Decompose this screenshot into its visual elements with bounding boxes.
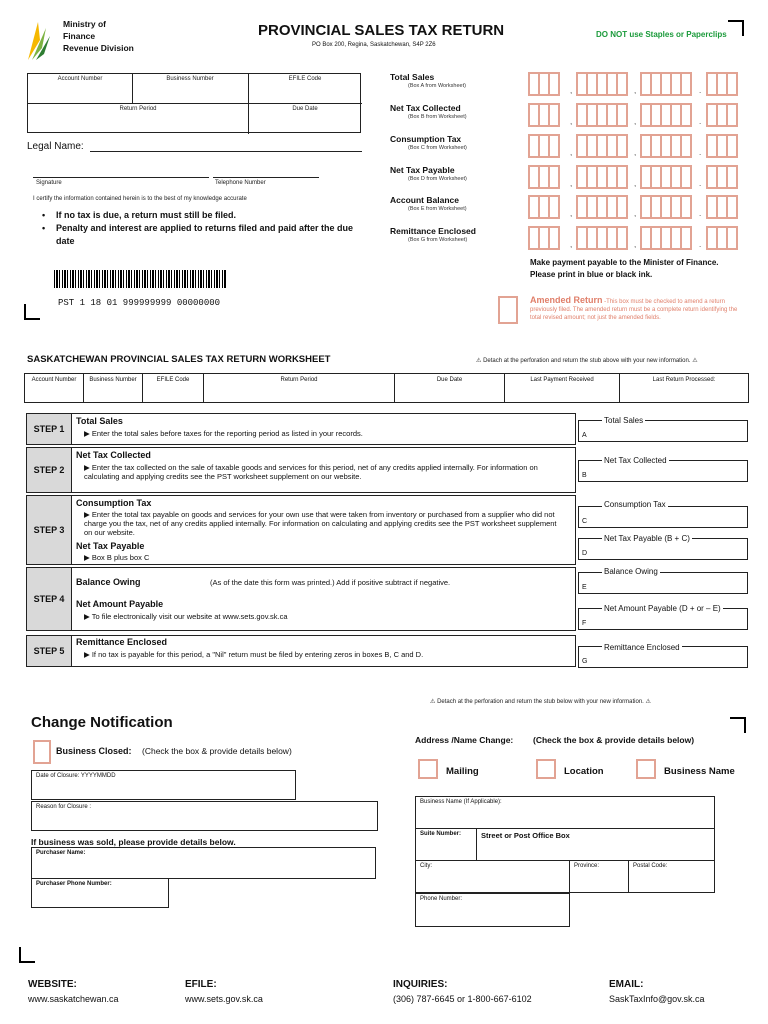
alignment-corner-top-right — [730, 717, 746, 733]
digit-cell[interactable] — [726, 226, 738, 250]
return-period-field[interactable]: Return Period — [119, 106, 157, 112]
ws-last-return[interactable] — [619, 373, 749, 403]
postal-code-field[interactable] — [628, 860, 715, 893]
remittance-enclosed-label: Remittance Enclosed — [390, 226, 476, 236]
ws-account-number[interactable] — [24, 373, 84, 403]
warning-icon: ⚠ — [645, 699, 651, 705]
alignment-corner-bottom-left — [19, 947, 35, 963]
digit-group — [640, 72, 690, 96]
purchaser-phone-field[interactable] — [31, 878, 169, 908]
alignment-corner-bottom-left — [24, 304, 40, 320]
result-box-c[interactable] — [578, 506, 748, 528]
suite-number-field[interactable] — [415, 828, 477, 861]
digit-group — [706, 165, 736, 189]
field-label: Street or Post Office Box — [481, 831, 570, 840]
digit-cell[interactable] — [726, 103, 738, 127]
step-1-title: Total Sales — [76, 416, 123, 426]
result-letter: D — [582, 550, 588, 557]
ws-header-label: EFILE Code — [156, 377, 190, 383]
worksheet-title: SASKATCHEWAN PROVINCIAL SALES TAX RETURN WORKSHEET — [27, 354, 331, 365]
field-label: City: — [420, 863, 432, 869]
consumption-tax-sub: (Box C from Worksheet) — [408, 145, 467, 151]
digit-group — [576, 226, 626, 250]
digit-group — [640, 165, 690, 189]
digit-cell[interactable] — [726, 165, 738, 189]
footer-inquiries-phone: (306) 787-6645 or 1-800-667-6102 — [393, 994, 532, 1004]
result-title-d: Net Tax Payable (B + C) — [604, 534, 690, 543]
digit-separator: . — [699, 86, 702, 95]
digit-cell[interactable] — [680, 165, 692, 189]
digit-cell[interactable] — [616, 134, 628, 158]
telephone-line[interactable] — [213, 177, 319, 178]
amended-return-description: -This box must be checked to amend a return previously filed. The amended return must be a complete return identifying the total revised amount; not just the amended fields. — [530, 299, 738, 321]
saskatchewan-logo — [24, 20, 52, 62]
digit-group — [576, 134, 626, 158]
digit-separator: , — [634, 148, 637, 157]
ws-return-period[interactable] — [203, 373, 395, 403]
ws-last-payment[interactable] — [504, 373, 620, 403]
result-letter: A — [582, 432, 587, 439]
signature-label: Signature — [36, 180, 62, 186]
result-title-f: Net Amount Payable (D + or – E) — [604, 604, 721, 613]
step-4-badge: STEP 4 — [26, 567, 72, 631]
footer-email-link[interactable]: SaskTaxInfo@gov.sk.ca — [609, 994, 705, 1004]
digit-group — [706, 72, 736, 96]
digit-group — [640, 226, 690, 250]
net-tax-payable-label: Net Tax Payable — [390, 165, 455, 175]
result-title-e: Balance Owing — [604, 567, 658, 576]
digit-separator: , — [570, 86, 573, 95]
ws-header-label: Last Return Processed: — [652, 377, 716, 383]
digit-cell[interactable] — [548, 165, 560, 189]
digit-cell[interactable] — [548, 103, 560, 127]
digit-separator: , — [570, 117, 573, 126]
digit-cell[interactable] — [548, 134, 560, 158]
digit-cell[interactable] — [680, 195, 692, 219]
bullet-item: • If no tax is due, a return must still be filed. — [42, 210, 237, 220]
worksheet-detach-text: Detach at the perforation and return the stub above with your new information. — [483, 358, 691, 364]
digit-separator: , — [570, 179, 573, 188]
result-letter: E — [582, 584, 587, 591]
amount-input-row[interactable] — [528, 72, 748, 96]
warning-icon: ⚠ — [692, 358, 698, 364]
step-1-text: ▶ Enter the total sales before taxes for the reporting period as listed in your records. — [84, 429, 363, 438]
barcode — [54, 270, 226, 288]
footer-efile-label: EFILE: — [185, 979, 217, 990]
ws-business-number[interactable] — [83, 373, 143, 403]
step-2-title: Net Tax Collected — [76, 450, 151, 460]
bullet-item: • Penalty and interest are applied to returns filed and paid after the due date — [42, 223, 354, 246]
digit-separator: . — [699, 179, 702, 188]
due-date-field[interactable]: Due Date — [292, 106, 318, 112]
ws-header-label: Business Number — [89, 377, 137, 383]
amended-return-title: Amended Return — [530, 295, 603, 305]
certify-text: I certify the information contained herein is to the best of my knowledge accurate — [33, 196, 247, 202]
field-label: Business Name (If Applicable): — [420, 799, 502, 805]
account-balance-label: Account Balance — [390, 195, 459, 205]
digit-group — [706, 134, 736, 158]
field-label: Reason for Closure : — [36, 804, 92, 810]
digit-cell[interactable] — [726, 195, 738, 219]
barcode-line: PST 1 18 01 999999999 00000000 — [58, 298, 221, 308]
digit-cell[interactable] — [680, 103, 692, 127]
change-detach-text: Detach at the perforation and return the stub below with your new information. — [437, 699, 644, 705]
step-3-subtext: ▶ Box B plus box C — [84, 553, 150, 562]
digit-cell[interactable] — [726, 72, 738, 96]
digit-separator: , — [634, 117, 637, 126]
footer-website-link[interactable]: www.saskatchewan.ca — [28, 994, 119, 1004]
ministry-line-1: Ministry of — [63, 19, 106, 29]
step-2-badge: STEP 2 — [26, 447, 72, 493]
digit-group — [640, 103, 690, 127]
digit-separator: , — [634, 240, 637, 249]
account-number-field[interactable]: Account Number — [57, 76, 103, 82]
result-title-a: Total Sales — [604, 416, 644, 425]
step-4-aside: (As of the date this form was printed.) Add if positive subtract if negative. — [210, 578, 451, 587]
alignment-corner-top-right — [728, 20, 744, 36]
step-1-badge: STEP 1 — [26, 413, 72, 445]
digit-group — [706, 195, 736, 219]
digit-separator: , — [570, 148, 573, 157]
business-closed-checkbox[interactable] — [33, 740, 51, 764]
amount-input-row[interactable] — [528, 165, 748, 189]
address-change-note: (Check the box & provide details below) — [533, 735, 695, 745]
digit-cell[interactable] — [548, 226, 560, 250]
footer-efile-link[interactable]: www.sets.gov.sk.ca — [185, 994, 263, 1004]
ws-due-date[interactable] — [394, 373, 505, 403]
field-label: Purchaser Name: — [36, 850, 86, 856]
digit-group — [528, 165, 558, 189]
efile-code-field[interactable]: EFILE Code — [288, 76, 322, 82]
sold-note: If business was sold, please provide details below. — [31, 837, 236, 847]
digit-group — [528, 226, 558, 250]
digit-group — [640, 195, 690, 219]
digit-group — [576, 165, 626, 189]
amount-input-row[interactable] — [528, 134, 748, 158]
step-3-badge: STEP 3 — [26, 495, 72, 565]
purchaser-name-field[interactable] — [31, 847, 376, 879]
legal-name-input[interactable] — [90, 151, 362, 152]
ministry-address: PO Box 200, Regina, Saskatchewan, S4P 2Z6 — [312, 42, 436, 48]
digit-cell[interactable] — [616, 226, 628, 250]
digit-group — [706, 103, 736, 127]
digit-cell[interactable] — [680, 226, 692, 250]
digit-cell[interactable] — [616, 72, 628, 96]
business-closed-label: Business Closed: — [56, 746, 132, 756]
result-letter: F — [582, 620, 587, 627]
remittance-enclosed-sub: (Box G from Worksheet) — [408, 237, 468, 243]
ministry-line-3: Revenue Division — [63, 43, 134, 53]
digit-group — [528, 72, 558, 96]
digit-separator: , — [634, 209, 637, 218]
province-field[interactable] — [569, 860, 629, 893]
address-change-label: Address /Name Change: — [415, 735, 514, 745]
telephone-label: Telephone Number — [215, 180, 266, 186]
payment-note-2: Please print in blue or black ink. — [530, 270, 653, 279]
payment-note — [530, 257, 719, 281]
digit-cell[interactable] — [680, 72, 692, 96]
step-4-subtitle: Net Amount Payable — [76, 599, 164, 609]
digit-separator: , — [634, 86, 637, 95]
business-closed-note: (Check the box & provide details below) — [142, 746, 292, 756]
total-sales-label: Total Sales — [390, 72, 435, 82]
digit-cell[interactable] — [616, 195, 628, 219]
digit-separator: , — [570, 209, 573, 218]
page-title: PROVINCIAL SALES TAX RETURN — [258, 22, 505, 39]
digit-separator: . — [699, 148, 702, 157]
mailing-label: Mailing — [446, 766, 479, 777]
digit-separator: , — [634, 179, 637, 188]
ws-header-label: Account Number — [31, 377, 77, 383]
digit-group — [640, 134, 690, 158]
ws-efile-code[interactable] — [142, 373, 204, 403]
ministry-line-2: Finance — [63, 31, 96, 41]
digit-group — [528, 134, 558, 158]
result-title-c: Consumption Tax — [604, 500, 666, 509]
city-field[interactable] — [415, 860, 570, 893]
worksheet-detach-note — [476, 357, 698, 364]
step-3-text: ▶ Enter the total tax payable on goods and services for your own use that were taken from inventory or purchased from a supplier who did not charge you the tax, net of any credits applied internally. For information on calculating and applying credits see the PST worksheet supplement on our website. — [84, 510, 557, 537]
bullet-list — [42, 209, 372, 248]
digit-cell[interactable] — [680, 134, 692, 158]
business-name-label: Business Name — [664, 766, 735, 777]
result-letter: G — [582, 658, 588, 665]
footer-email-label: EMAIL: — [609, 979, 644, 990]
step-4-subtext: ▶ To file electronically visit our website at www.sets.gov.sk.ca — [84, 612, 288, 621]
digit-group — [706, 226, 736, 250]
new-business-name-field[interactable] — [415, 796, 715, 829]
mailing-checkbox[interactable] — [418, 759, 438, 779]
account-balance-sub: (Box E from Worksheet) — [408, 206, 467, 212]
result-letter: C — [582, 518, 588, 525]
phone-number-field[interactable] — [415, 893, 570, 927]
step-2-text: ▶ Enter the tax collected on the sale of taxable goods and services for this period, net of any credits applied internally. For information on calculating and applying credits see the PST worksheet supplement on our website. — [84, 463, 538, 481]
field-label: Phone Number: — [420, 896, 463, 902]
net-tax-payable-sub: (Box D from Worksheet) — [408, 176, 467, 182]
ministry-name — [63, 18, 134, 54]
business-name-checkbox[interactable] — [636, 759, 656, 779]
signature-line[interactable] — [33, 177, 209, 178]
result-letter: B — [582, 472, 587, 479]
date-of-closure-field[interactable] — [31, 770, 296, 800]
field-label: Purchaser Phone Number: — [36, 881, 112, 887]
digit-separator: . — [699, 117, 702, 126]
ws-header-label: Due Date — [436, 377, 463, 383]
amended-return-checkbox[interactable] — [498, 296, 518, 324]
consumption-tax-label: Consumption Tax — [390, 134, 462, 144]
street-field[interactable] — [476, 828, 715, 861]
result-title-g: Remittance Enclosed — [604, 643, 680, 652]
digit-cell[interactable] — [616, 165, 628, 189]
reason-for-closure-field[interactable] — [31, 801, 378, 831]
location-label: Location — [564, 766, 604, 777]
warning-icon: ⚠ — [476, 358, 482, 364]
result-title-b: Net Tax Collected — [604, 456, 667, 465]
field-label: Postal Code: — [633, 863, 668, 869]
digit-group — [528, 195, 558, 219]
amount-input-row[interactable] — [528, 195, 748, 219]
digit-cell[interactable] — [616, 103, 628, 127]
change-notification-title: Change Notification — [31, 714, 173, 731]
field-label: Province: — [574, 863, 600, 869]
staples-notice: DO NOT use Staples or Paperclips — [596, 30, 727, 39]
change-detach-note — [430, 698, 651, 705]
payment-note-1: Make payment payable to the Minister of Finance. — [530, 258, 719, 267]
amount-input-row[interactable] — [528, 103, 748, 127]
step-5-text: ▶ If no tax is payable for this period, a "Nil" return must be filed by entering zeros in boxes B, C and D. — [84, 650, 424, 659]
location-checkbox[interactable] — [536, 759, 556, 779]
digit-separator: . — [699, 209, 702, 218]
ws-header-label: Return Period — [280, 377, 318, 383]
amount-input-row[interactable] — [528, 226, 748, 250]
step-3-subtitle: Net Tax Payable — [76, 541, 145, 551]
business-number-field[interactable]: Business Number — [166, 76, 214, 82]
digit-group — [576, 103, 626, 127]
digit-group — [576, 195, 626, 219]
net-tax-collected-sub: (Box B from Worksheet) — [408, 114, 467, 120]
warning-icon: ⚠ — [430, 699, 436, 705]
digit-group — [576, 72, 626, 96]
step-5-badge: STEP 5 — [26, 635, 72, 667]
field-label: Suite Number: — [420, 831, 462, 837]
net-tax-collected-label: Net Tax Collected — [390, 103, 461, 113]
digit-cell[interactable] — [548, 72, 560, 96]
total-sales-sub: (Box A from Worksheet) — [408, 83, 466, 89]
amended-return-text — [530, 296, 740, 322]
id-table — [27, 73, 361, 133]
digit-cell[interactable] — [548, 195, 560, 219]
digit-separator: , — [570, 240, 573, 249]
legal-name-label: Legal Name: — [27, 141, 84, 152]
digit-group — [528, 103, 558, 127]
footer-website-label: WEBSITE: — [28, 979, 77, 990]
footer-inquiries-label: INQUIRIES: — [393, 979, 448, 990]
digit-cell[interactable] — [726, 134, 738, 158]
step-5-title: Remittance Enclosed — [76, 637, 168, 647]
ws-header-label: Last Payment Received — [530, 377, 594, 383]
step-4-title: Balance Owing — [76, 577, 141, 587]
digit-separator: . — [699, 240, 702, 249]
field-label: Date of Closure: YYYYMMDD — [36, 773, 116, 779]
step-3-title: Consumption Tax — [76, 498, 152, 508]
